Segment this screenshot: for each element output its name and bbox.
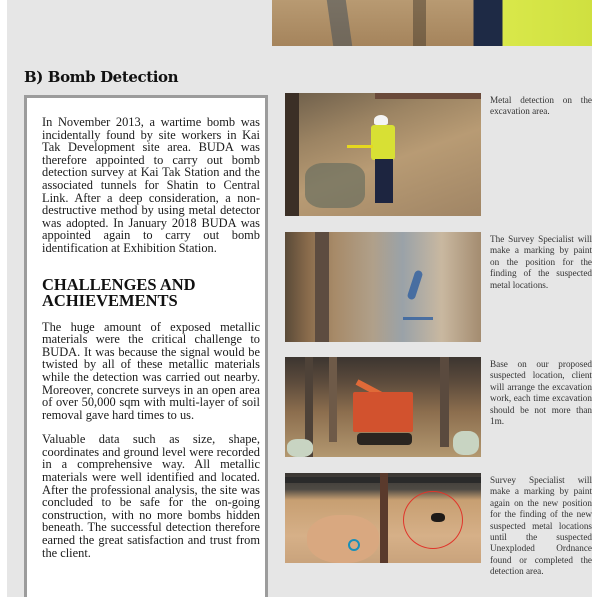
top-site-photo (272, 0, 592, 46)
description-box (24, 95, 268, 597)
document-page (7, 0, 592, 597)
photo-caption-4: Survey Specialist will make a marking by paint again on the new position for the finding of the new suspected metal locations until the suspected Unexploded Ordnance found or completed the detection area. (490, 475, 592, 577)
photo-detail (347, 145, 373, 148)
photo-detail (348, 539, 360, 551)
photo-detail (453, 431, 479, 455)
description-content (42, 116, 260, 571)
photo-detail (413, 0, 426, 46)
photo-metal-detection (285, 93, 481, 216)
photo-detail (353, 392, 413, 432)
photo-caption-1: Metal detection on the excavation area. (490, 95, 592, 117)
photo-caption-2: The Survey Specialist will make a marking by paint on the position for the finding of the suspected metal locations. (490, 234, 592, 290)
photo-paint-marking (285, 232, 481, 342)
photo-detail (407, 269, 424, 300)
photo-detail (287, 439, 313, 457)
photo-detail (305, 163, 365, 208)
photo-detail (375, 159, 393, 203)
challenges-heading: CHALLENGES AND ACHIEVEMENTS (42, 274, 196, 310)
challenges-paragraph-2: Valuable data such as size, shape, coordinates and ground level were recorded in a comprehensive way. All metallic materials were well identified and located. After the professional analysis, the site was concluded to be safe for the on-going construction, with no more bombs hidden beneath. The successful detection therefore earned the great satisfaction and trust from the client. (42, 432, 260, 560)
section-heading: B) Bomb Detection (24, 68, 179, 86)
challenges-paragraph-1: The huge amount of exposed metallic materials were the critical challenge to BUDA. It was because the signal would be twisted by all of these metallic materials while the detection was carried out nearby. Moreover, concrete surveys in an open area of over 50,000 sqm with multi-layer of soil removal gave hard times to us. (42, 319, 260, 422)
photo-detail (371, 125, 395, 160)
photo-detail (326, 0, 352, 46)
photo-detail (307, 515, 379, 563)
photo-new-marking (285, 473, 481, 563)
photo-detail (440, 357, 449, 447)
photo-detail (315, 232, 329, 342)
intro-paragraph: In November 2013, a wartime bomb was incidentally found by site workers in Kai Tak Development site area. BUDA was therefore appointed to carry out bomb detection survey at Kai Tak Station and the associated tunnels for Shatin to Central Link. After a deep consideration, a non-destructive method by using metal detector was adopted. In January 2018 BUDA was appointed again to carry out bomb identification at Exhibition Station. (42, 115, 260, 255)
photo-detail (380, 473, 388, 563)
photo-detail (403, 317, 433, 320)
photo-detail (357, 433, 412, 445)
photo-excavator (285, 357, 481, 457)
photo-detail (329, 357, 337, 442)
photo-caption-3: Base on our proposed suspected location, client will arrange the excavation work, each time excavation should be not more than 1m. (490, 359, 592, 427)
photo-detail (285, 93, 299, 216)
photo-detail (431, 513, 445, 522)
photo-detail (375, 93, 481, 99)
photo-detail (374, 115, 388, 125)
